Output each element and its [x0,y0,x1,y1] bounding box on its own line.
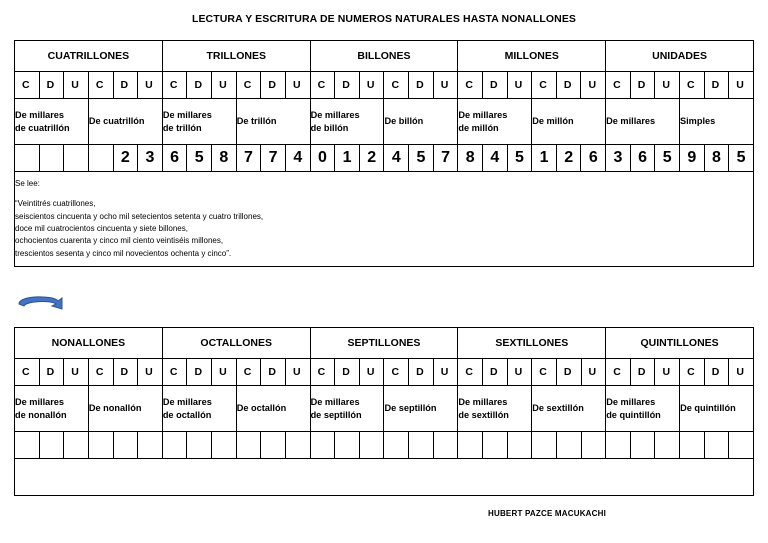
cdu-cell [680,359,705,386]
period-label-line: de nonallón [15,409,67,420]
digit-cell: 7 [261,145,286,172]
cdu-letter: U [662,366,671,378]
digit-cell: 6 [162,145,187,172]
period-label-line: De millares [162,396,212,407]
group-header: MILLONES [458,41,606,72]
cdu-cell [680,72,705,99]
cdu-letter: D [489,79,498,91]
digit-cell [261,432,286,459]
digit-cell: 2 [113,145,138,172]
document-title: LECTURA Y ESCRITURA DE NUMEROS NATURALES HASTA NONALLONES [191,13,577,25]
cdu-letter: U [736,79,744,91]
period-label-line: De nonallón [88,403,142,413]
cdu-cell [236,359,261,386]
period-label [606,386,680,432]
cdu-letter: C [243,79,252,91]
cdu-cell [113,359,138,386]
digit-cell [138,432,163,459]
period-label-line: de trillón [162,122,202,133]
cdu-letter: D [711,366,720,378]
cdu-letter: C [317,79,326,91]
cdu-cell [15,359,40,386]
cdu-cell [581,359,606,386]
cdu-cell [704,72,729,99]
group-header: CUATRILLONES [15,41,163,72]
digit-cell [88,432,113,459]
digit-cell [236,432,261,459]
digit-cell [359,432,384,459]
cdu-cell [482,72,507,99]
digit-cell [483,432,508,459]
period-label [680,386,754,432]
cdu-letter: D [563,366,572,378]
cdu-letter: C [687,366,695,378]
reading-line: ochocientos cuarenta y cinco mil ciento veintiséis millones, [15,236,224,246]
period-label-line: De millares [606,116,656,126]
reading-line: seiscientos cincuenta y ocho mil setecientos setenta y cuatro trillones, [15,211,264,221]
period-label [15,99,89,145]
digit-cell: 3 [606,145,631,172]
period-label-line: de billón [310,122,349,133]
cdu-letter: U [514,366,523,378]
cdu-cell [384,359,409,386]
cdu-letter: U [440,366,449,378]
cdu-cell [212,72,237,99]
digit-cell [556,432,581,459]
cdu-letter: C [465,366,473,378]
cdu-cell [729,72,754,99]
group-header: OCTALLONES [162,328,310,359]
group-header: QUINTILLONES [606,328,754,359]
digit-cell: 4 [285,145,310,172]
cdu-letter: D [637,366,646,378]
cdu-cell [261,72,286,99]
digit-cell: 7 [236,145,261,172]
cdu-letter: C [539,366,547,378]
period-label-row [15,99,754,145]
group-header: BILLONES [310,41,458,72]
cdu-cell [507,359,532,386]
cdu-letter: C [243,366,252,378]
reading-line: trescientos sesenta y cinco mil novecientos ochenta y cinco”. [15,248,232,258]
period-label-line: De millares [458,109,508,120]
cdu-letter: D [342,79,350,91]
cdu-letter: U [736,366,744,378]
digit-cell: 5 [729,145,754,172]
digit-cell [581,432,606,459]
period-label-line: De quintillón [680,403,736,413]
digit-cell [113,432,138,459]
digit-cell [39,432,64,459]
cdu-cell [409,72,434,99]
cdu-cell [433,359,458,386]
cdu-letter: D [194,79,203,91]
cdu-letter: D [194,366,203,378]
digit-cell: 5 [655,145,680,172]
curved-arrow-icon [16,292,66,314]
group-header: SEPTILLONES [310,328,458,359]
cdu-cell [384,72,409,99]
digit-cell [458,432,483,459]
digit-cell [15,145,40,172]
reading-cell [15,172,754,267]
digit-cell [729,432,754,459]
cdu-letter: U [219,79,227,91]
cdu-letter: C [95,79,104,91]
digit-cell: 8 [458,145,483,172]
reading-heading: Se lee: [15,179,40,189]
period-label [606,99,680,145]
period-label-line: de sextillón [458,409,509,420]
cdu-cell [64,359,89,386]
cdu-cell [704,359,729,386]
cdu-letter: D [490,366,498,378]
period-label-line: De millares [15,396,65,407]
period-label-line: De cuatrillón [88,116,145,126]
reading-line: doce mil cuatrocientos cincuenta y siete billones, [15,224,188,233]
cdu-row [15,72,754,99]
cdu-cell [556,359,581,386]
group-header-row [15,328,754,359]
cdu-cell [285,359,310,386]
cdu-cell [532,72,557,99]
cdu-letter: U [366,366,375,378]
cdu-letter: D [268,366,276,378]
period-label [310,386,384,432]
cdu-cell [88,359,113,386]
group-header-row [15,41,754,72]
cdu-cell [310,359,335,386]
cdu-cell [507,72,532,99]
digit-cell: 6 [581,145,606,172]
cdu-letter: U [662,79,670,91]
cdu-cell [606,72,631,99]
digit-cell: 6 [630,145,655,172]
cdu-cell [532,359,557,386]
digit-cell: 2 [556,145,581,172]
cdu-letter: D [416,79,424,91]
cdu-letter: D [416,366,424,378]
cdu-letter: D [563,79,572,91]
digit-cell: 0 [310,145,335,172]
digit-cell: 9 [680,145,705,172]
digit-cell [162,432,187,459]
period-label-line: Simples [680,116,716,126]
cdu-letter: D [46,366,55,378]
cdu-cell [113,72,138,99]
cdu-letter: U [71,366,79,378]
digit-cell: 4 [384,145,409,172]
cdu-cell [39,359,64,386]
period-label-line: De octallón [236,403,287,413]
cdu-cell [359,72,384,99]
digit-cell: 5 [507,145,532,172]
cdu-letter: D [268,79,276,91]
cdu-letter: C [391,79,400,91]
cdu-letter: D [711,79,720,91]
digit-cell: 7 [433,145,458,172]
cdu-letter: D [637,79,646,91]
cdu-letter: U [292,366,301,378]
group-header: NONALLONES [15,328,163,359]
period-label-line: De millares [310,109,360,120]
cdu-cell [64,72,89,99]
digit-cell [655,432,680,459]
cdu-cell [138,72,163,99]
cdu-cell [630,72,655,99]
period-label-line: De millares [458,396,508,407]
blank-reading-row [15,459,754,496]
reading-row [15,172,754,267]
cdu-letter: C [465,79,473,91]
cdu-cell [581,72,606,99]
cdu-cell [483,359,508,386]
cdu-cell [655,72,680,99]
digit-cell [39,145,64,172]
cdu-cell [261,359,286,386]
cdu-letter: C [22,366,30,378]
period-label [680,99,754,145]
group-header: UNIDADES [606,41,754,72]
cdu-letter: C [539,79,547,91]
cdu-cell [236,72,261,99]
cdu-row [15,359,754,386]
period-label-line: De millares [310,396,360,407]
cdu-cell [187,72,212,99]
cdu-letter: C [22,79,30,91]
blank-reading-cell [15,459,754,496]
period-label-line: De millares [15,109,65,120]
cdu-letter: D [120,366,129,378]
digit-cell: 5 [409,145,434,172]
digit-cell [433,432,458,459]
digit-cell: 4 [482,145,507,172]
period-label-line: De trillón [236,116,277,126]
place-value-table-lower [14,327,754,496]
period-label-line: De septillón [384,403,437,413]
cdu-letter: U [71,79,79,91]
period-label-line: de cuatrillón [15,122,70,133]
digit-cell [680,432,705,459]
digit-cell [285,432,310,459]
digit-cell: 8 [704,145,729,172]
reading-line: “Veintitrés cuatrillones, [15,199,96,209]
period-label [310,99,384,145]
cdu-letter: C [169,79,178,91]
cdu-letter: C [95,366,104,378]
period-label [458,99,532,145]
period-label-line: De millares [606,396,656,407]
digit-cell: 5 [187,145,212,172]
digit-cell [704,432,729,459]
digit-cell [335,432,360,459]
cdu-letter: C [169,366,178,378]
place-value-table-upper [14,40,754,267]
cdu-cell [335,72,360,99]
period-label [236,99,310,145]
cdu-letter: U [440,79,449,91]
cdu-letter: C [391,366,400,378]
cdu-cell [162,359,187,386]
period-label [532,386,606,432]
cdu-letter: D [120,79,129,91]
cdu-letter: C [613,366,621,378]
cdu-cell [409,359,434,386]
period-label-line: De millón [532,116,574,126]
cdu-cell [310,72,335,99]
period-label [88,386,162,432]
cdu-cell [556,72,581,99]
cdu-letter: U [145,366,153,378]
period-label-line: De sextillón [532,403,584,413]
author-name: HUBERT PAZCE MACUKACHI [488,509,607,518]
digit-cell [384,432,409,459]
cdu-letter: U [292,79,301,91]
cdu-letter: D [46,79,55,91]
period-label [88,99,162,145]
period-label-line: de octallón [162,409,212,420]
group-header: SEXTILLONES [458,328,606,359]
cdu-letter: U [588,366,597,378]
cdu-letter: C [317,366,326,378]
digit-cell [507,432,532,459]
cdu-cell [212,359,237,386]
period-label-line: De millares [162,109,212,120]
cdu-cell [458,72,483,99]
period-label [458,386,532,432]
digit-cell [606,432,631,459]
cdu-cell [88,72,113,99]
period-label [236,386,310,432]
digit-cell [64,432,89,459]
cdu-cell [15,72,40,99]
cdu-cell [433,72,458,99]
cdu-letter: U [588,79,597,91]
cdu-letter: U [145,79,153,91]
cdu-cell [606,359,631,386]
digit-row [15,432,754,459]
digit-cell: 3 [138,145,163,172]
cdu-letter: C [687,79,695,91]
cdu-cell [729,359,754,386]
digit-cell [532,432,557,459]
period-label [384,386,458,432]
period-label [162,99,236,145]
cdu-cell [335,359,360,386]
digit-cell: 2 [359,145,384,172]
group-header: TRILLONES [162,41,310,72]
period-label-line: de millón [458,122,499,133]
cdu-letter: D [342,366,350,378]
cdu-letter: U [514,79,523,91]
period-label-line: de septillón [310,409,362,420]
period-label-line: de quintillón [606,409,661,420]
digit-cell [409,432,434,459]
digit-cell [64,145,89,172]
cdu-cell [285,72,310,99]
cdu-cell [359,359,384,386]
digit-cell: 1 [335,145,360,172]
digit-row [15,145,754,172]
period-label [384,99,458,145]
cdu-cell [458,359,483,386]
digit-cell [187,432,212,459]
cdu-cell [138,359,163,386]
cdu-cell [162,72,187,99]
digit-cell: 8 [212,145,237,172]
period-label-row [15,386,754,432]
period-label [532,99,606,145]
cdu-cell [39,72,64,99]
period-label [162,386,236,432]
cdu-cell [630,359,655,386]
digit-cell: 1 [532,145,557,172]
period-label [15,386,89,432]
digit-cell [310,432,335,459]
digit-cell [630,432,655,459]
period-label-line: De billón [384,116,424,126]
cdu-letter: C [613,79,621,91]
digit-cell [88,145,113,172]
digit-cell [212,432,237,459]
cdu-cell [655,359,680,386]
digit-cell [15,432,40,459]
cdu-cell [187,359,212,386]
cdu-letter: U [219,366,227,378]
cdu-letter: U [366,79,375,91]
